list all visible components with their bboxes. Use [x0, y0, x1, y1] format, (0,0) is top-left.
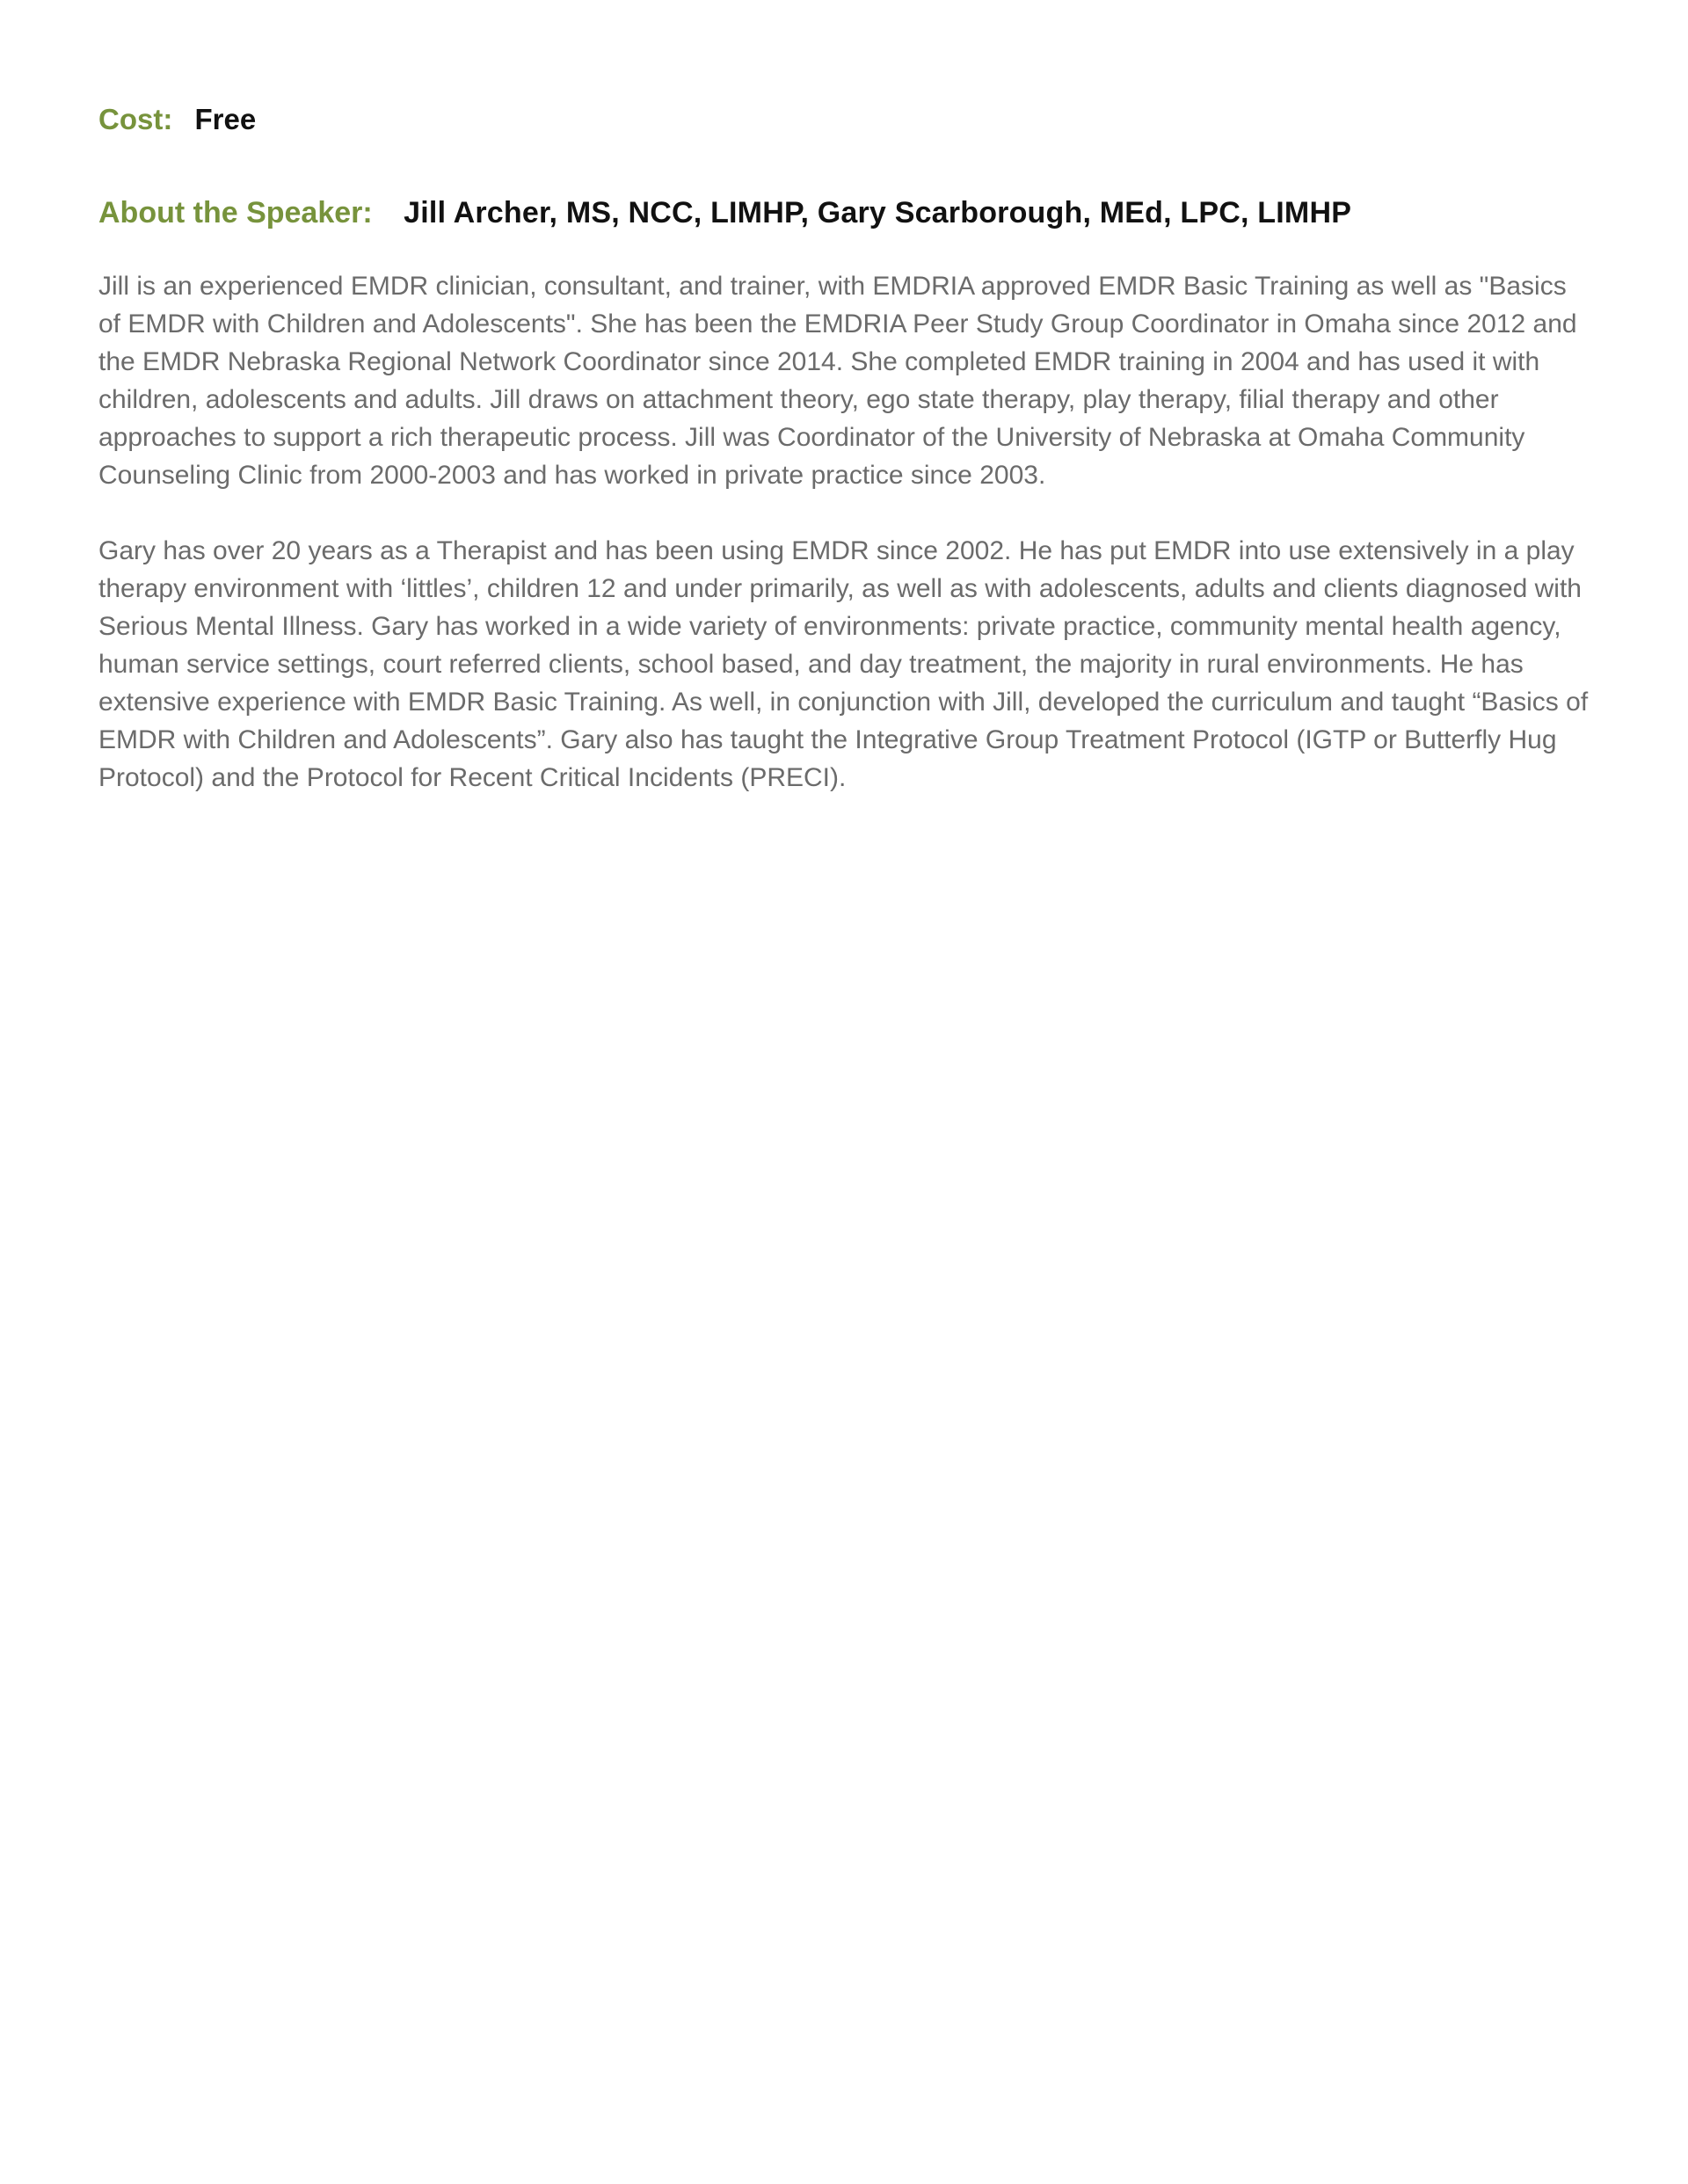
jill-bio-paragraph: Jill is an experienced EMDR clinician, consultant, and trainer, with EMDRIA approved EMDR Basic Training as well as "Basics of EMDR with Children and Adolescents". She has been the EMDRIA Peer Study Group Coordinator in Omaha since 2012 and the EMDR Nebraska Regional Network Coordinator since 2014. She completed EMDR training in 2004 and has used it with children, adolescents and adults. Jill draws on attachment theory, ego state therapy, play therapy, filial therapy and other approaches to support a rich therapeutic process. Jill was Coordinator of the University of Nebraska at Omaha Community Counseling Clinic from 2000-2003 and has worked in private practice since 2003.: [98, 272, 1577, 490]
speaker-line: [98, 192, 1593, 234]
speaker-names: Jill Archer, MS, NCC, LIMHP, Gary Scarborough, MEd, LPC, LIMHP: [404, 196, 1352, 229]
cost-label: Cost:: [98, 103, 173, 135]
speaker-label: About the Speaker:: [98, 196, 373, 229]
page-content: [98, 98, 1593, 797]
gary-bio-paragraph: Gary has over 20 years as a Therapist and has been using EMDR since 2002. He has put EMDR into use extensively in a play therapy environment with ‘littles’, children 12 and under primarily, as well as with adolescents, adults and clients diagnosed with Serious Mental Illness. Gary has worked in a wide variety of environments: private practice, community mental health agency, human service settings, court referred clients, school based, and day treatment, the majority in rural environments. He has extensive experience with EMDR Basic Training. As well, in conjunction with Jill, developed the curriculum and taught “Basics of EMDR with Children and Adolescents”. Gary also has taught the Integrative Group Treatment Protocol (IGTP or Butterfly Hug Protocol) and the Protocol for Recent Critical Incidents (PRECI).: [98, 536, 1589, 792]
cost-value: Free: [194, 103, 257, 135]
cost-line: [98, 98, 1593, 141]
